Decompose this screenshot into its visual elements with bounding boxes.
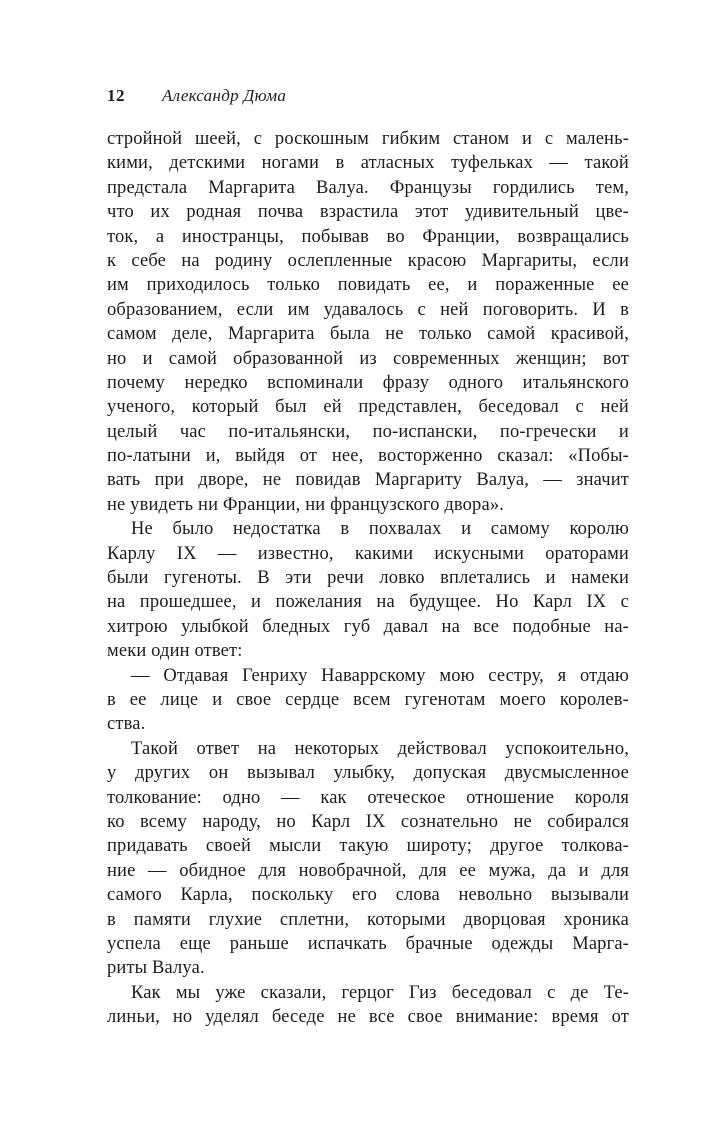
text-line: толкование: одно — как отеческое отношение короля — [107, 787, 629, 808]
text-line: целый час по-итальянски, по-испански, по-гречески и — [107, 421, 629, 442]
text-line: риты Валуа. — [107, 958, 205, 979]
text-line: хитрою улыбкой бледных губ давал на все подобные на- — [107, 616, 629, 637]
text-line: образованием, если им удавалось с ней поговорить. И в — [107, 299, 629, 320]
text-line: в памяти глухие сплетни, которыми дворцовая хроника — [107, 909, 629, 930]
text-line: ко всему народу, но Карл IX сознательно не собирался — [107, 811, 629, 832]
text-line: у других он вызывал улыбку, допуская двусмысленное — [107, 763, 629, 784]
text-line: самого Карла, поскольку его слова невольно вызывали — [107, 885, 629, 906]
text-line: что их родная почва взрастила этот удивительный цве- — [107, 202, 629, 223]
text-line: но и самой образованной из современных женщин; вот — [107, 348, 629, 369]
text-line: почему нередко вспоминали фразу одного итальянского — [107, 372, 629, 393]
text-line: к себе на родину ослепленные красою Маргариты, если — [107, 250, 629, 271]
text-line: предстала Маргарита Валуа. Французы гордились тем, — [107, 177, 629, 198]
text-line: по-латыни и, выйдя от нее, восторженно сказал: «Побы- — [107, 446, 629, 467]
text-line: стройной шеей, с роскошным гибким станом и с малень- — [107, 129, 629, 149]
text-line: самом деле, Маргарита была не только самой красивой, — [107, 324, 629, 345]
text-line: Не было недостатка в похвалах и самому королю — [131, 519, 629, 540]
text-line: вать при дворе, не повидав Маргариту Валуа, — значит — [107, 470, 629, 491]
text-line: Такой ответ на некоторых действовал успокоительно, — [131, 738, 629, 759]
text-line: Как мы уже сказали, герцог Гиз беседовал с де Те- — [131, 982, 629, 1003]
text-line: Карлу IX — известно, какими искусными ораторами — [107, 543, 629, 564]
text-line: ства. — [107, 714, 146, 735]
text-line: были гугеноты. В эти речи ловко вплетались и намеки — [107, 568, 629, 589]
text-line: — Отдавая Генриху Наваррскому мою сестру, я отдаю — [131, 665, 629, 686]
text-line: на прошедшее, и пожелания на будущее. Но Карл IX с — [107, 592, 629, 613]
text-line: меки один ответ: — [107, 641, 243, 662]
text-line: в ее лице и свое сердце всем гугенотам моего королев- — [107, 689, 629, 710]
page-number: 12 — [107, 86, 125, 105]
text-line: успела еще раньше испачкать брачные одежды Марга- — [107, 933, 629, 954]
text-line: придавать своей мысли такую широту; другое толкова- — [107, 836, 629, 857]
text-line: им приходилось только повидать ее, и пораженные ее — [107, 275, 629, 296]
running-title: Александр Дюма — [162, 86, 287, 105]
text-body — [107, 127, 629, 1029]
text-line: ние — обидное для новобрачной, для ее мужа, да и для — [107, 860, 629, 881]
text-line: кими, детскими ногами в атласных туфельках — такой — [107, 153, 629, 174]
text-line: ученого, который был ей представлен, беседовал с ней — [107, 397, 629, 418]
text-line: не увидеть ни Франции, ни французского двора». — [107, 494, 504, 515]
text-line: линьи, но уделял беседе не все свое внимание: время от — [107, 1007, 629, 1028]
text-line: ток, а иностранцы, побывав во Франции, возвращались — [107, 226, 629, 247]
